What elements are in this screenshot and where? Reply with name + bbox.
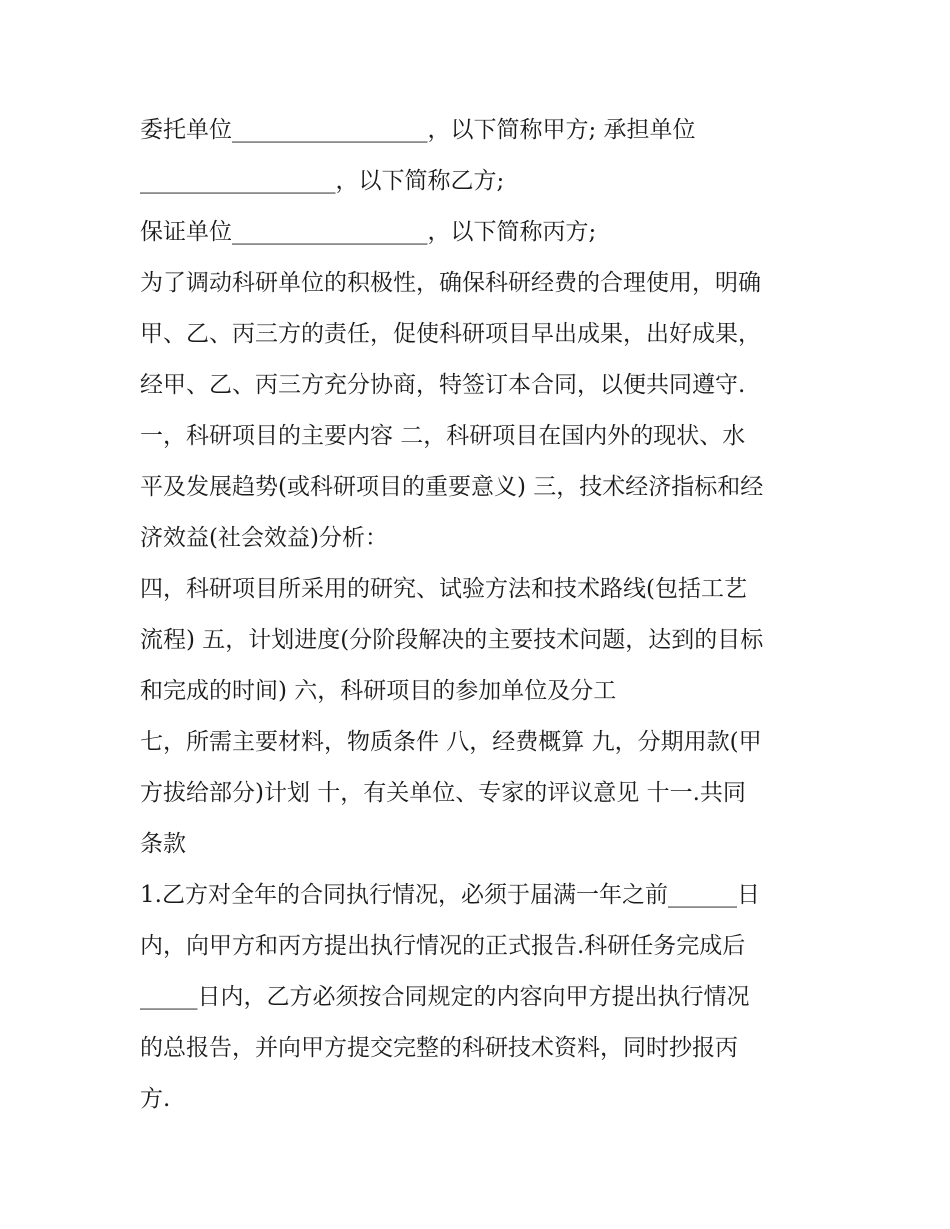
text-line: 七，所需主要材料，物质条件 八，经费概算 九，分期用款(甲 — [140, 729, 762, 755]
text-line: 方拔给部分)计划 十，有关单位、专家的评议意见 十一.共同 — [140, 780, 746, 806]
text-line: 条款 — [140, 831, 186, 857]
text-line: _________________，以下简称乙方; — [140, 168, 505, 194]
text-line: 济效益(社会效益)分析： — [140, 525, 388, 551]
text-line: 的总报告，并向甲方提交完整的科研技术资料，同时抄报丙 — [140, 1035, 738, 1061]
text-line: 保证单位_________________，以下简称丙方; — [140, 219, 597, 245]
text-line: 方. — [140, 1086, 171, 1112]
text-line: 一，科研项目的主要内容 二，科研项目在国内外的现状、水 — [140, 423, 746, 449]
text-line: _____日内，乙方必须按合同规定的内容向甲方提出执行情况 — [140, 984, 750, 1010]
text-line: 内，向甲方和丙方提出执行情况的正式报告.科研任务完成后 — [140, 933, 746, 959]
text-line: 1.乙方对全年的合同执行情况，必须于届满一年之前______日 — [140, 882, 760, 908]
text-line: 甲、乙、丙三方的责任，促使科研项目早出成果，出好成果， — [140, 321, 761, 347]
text-line: 流程) 五，计划进度(分阶段解决的主要技术问题，达到的目标 — [140, 627, 764, 653]
text-line: 四，科研项目所采用的研究、试验方法和技术路线(包括工艺 — [140, 576, 747, 602]
contract-text — [140, 108, 820, 1128]
text-line: 和完成的时间) 六，科研项目的参加单位及分工 — [140, 678, 617, 704]
text-line: 为了调动科研单位的积极性，确保科研经费的合理使用，明确 — [140, 270, 761, 296]
text-line: 委托单位_________________，以下简称甲方; 承担单位 — [140, 117, 696, 143]
text-line: 经甲、乙、丙三方充分协商，特签订本合同，以便共同遵守. — [140, 372, 746, 398]
text-line: 平及发展趋势(或科研项目的重要意义) 三，技术经济指标和经 — [140, 474, 764, 500]
